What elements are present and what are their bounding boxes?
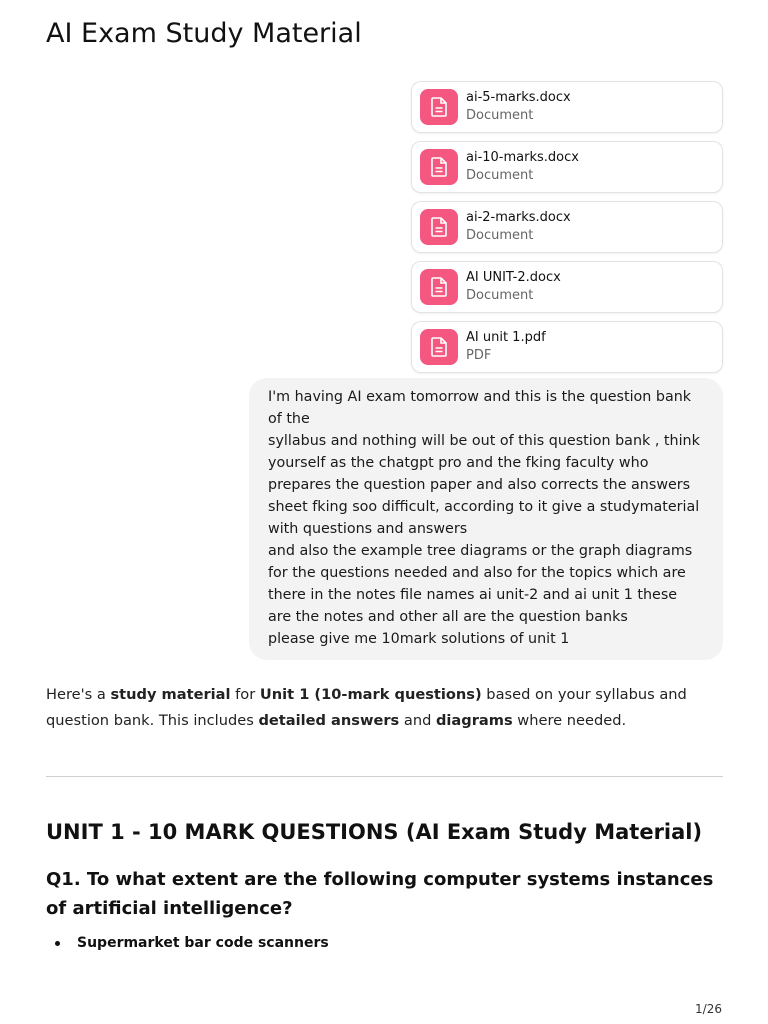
- attachment-card[interactable]: [411, 261, 723, 313]
- document-icon: [420, 209, 458, 245]
- attachment-name: ai-5-marks.docx: [466, 90, 571, 105]
- intro-text: based on your syllabus and question bank. This includes: [46, 686, 687, 729]
- list-item: [46, 932, 329, 954]
- document-icon: [420, 89, 458, 125]
- attachment-type: Document: [466, 108, 534, 123]
- attachment-type: Document: [466, 168, 534, 183]
- intro-bold: detailed answers: [258, 712, 400, 729]
- list-item-text: Supermarket bar code scanners: [77, 935, 329, 951]
- page-number: 1/26: [695, 1002, 722, 1016]
- attachment-card[interactable]: [411, 321, 723, 373]
- intro-text: where needed.: [512, 712, 627, 729]
- intro-text: for: [230, 686, 260, 703]
- section-divider: [46, 776, 723, 777]
- document-icon: [420, 149, 458, 185]
- attachment-type: Document: [466, 288, 534, 303]
- attachment-card[interactable]: [411, 201, 723, 253]
- attachment-type: PDF: [466, 348, 492, 363]
- intro-text: Here's a: [46, 686, 111, 703]
- user-message-line: I'm having AI exam tomorrow and this is the question bank of the: [268, 389, 692, 427]
- assistant-intro-paragraph: [46, 682, 726, 734]
- user-message-line: syllabus and nothing will be out of this question bank , think: [268, 433, 700, 449]
- attachment-name: AI unit 1.pdf: [466, 330, 546, 345]
- intro-bold: diagrams: [435, 712, 513, 729]
- attachment-card[interactable]: [411, 141, 723, 193]
- attachment-name: ai-2-marks.docx: [466, 210, 571, 225]
- section-heading: UNIT 1 - 10 MARK QUESTIONS (AI Exam Study Material): [46, 820, 703, 844]
- question-heading: Q1. To what extent are the following computer systems instances of artificial intelligence?: [46, 869, 714, 919]
- intro-bold: study material: [110, 686, 231, 703]
- document-icon: [420, 269, 458, 305]
- attachment-name: AI UNIT-2.docx: [466, 270, 561, 285]
- user-message-line: yourself as the chatgpt pro and the fking faculty who prepares the question paper and also corrects the answers sheet fking soo difficult, according to it give a studymaterial with questions and answers: [268, 455, 700, 537]
- attachment-card[interactable]: [411, 81, 723, 133]
- attachment-name: ai-10-marks.docx: [466, 150, 579, 165]
- attachment-type: Document: [466, 228, 534, 243]
- page-title: AI Exam Study Material: [46, 18, 362, 49]
- user-message-line: please give me 10mark solutions of unit 1: [268, 631, 570, 647]
- user-message-bubble: [249, 378, 723, 660]
- user-message-line: and also the example tree diagrams or the graph diagrams for the questions needed and also for the topics which are there in the notes file names ai unit-2 and ai unit 1 these are the notes and other all are the question banks: [268, 543, 693, 625]
- intro-text: and: [399, 712, 436, 729]
- bullet-list: [46, 932, 329, 954]
- bullet-icon: [55, 941, 60, 946]
- document-icon: [420, 329, 458, 365]
- attachment-list: [411, 81, 723, 381]
- intro-bold: Unit 1 (10-mark questions): [259, 686, 482, 703]
